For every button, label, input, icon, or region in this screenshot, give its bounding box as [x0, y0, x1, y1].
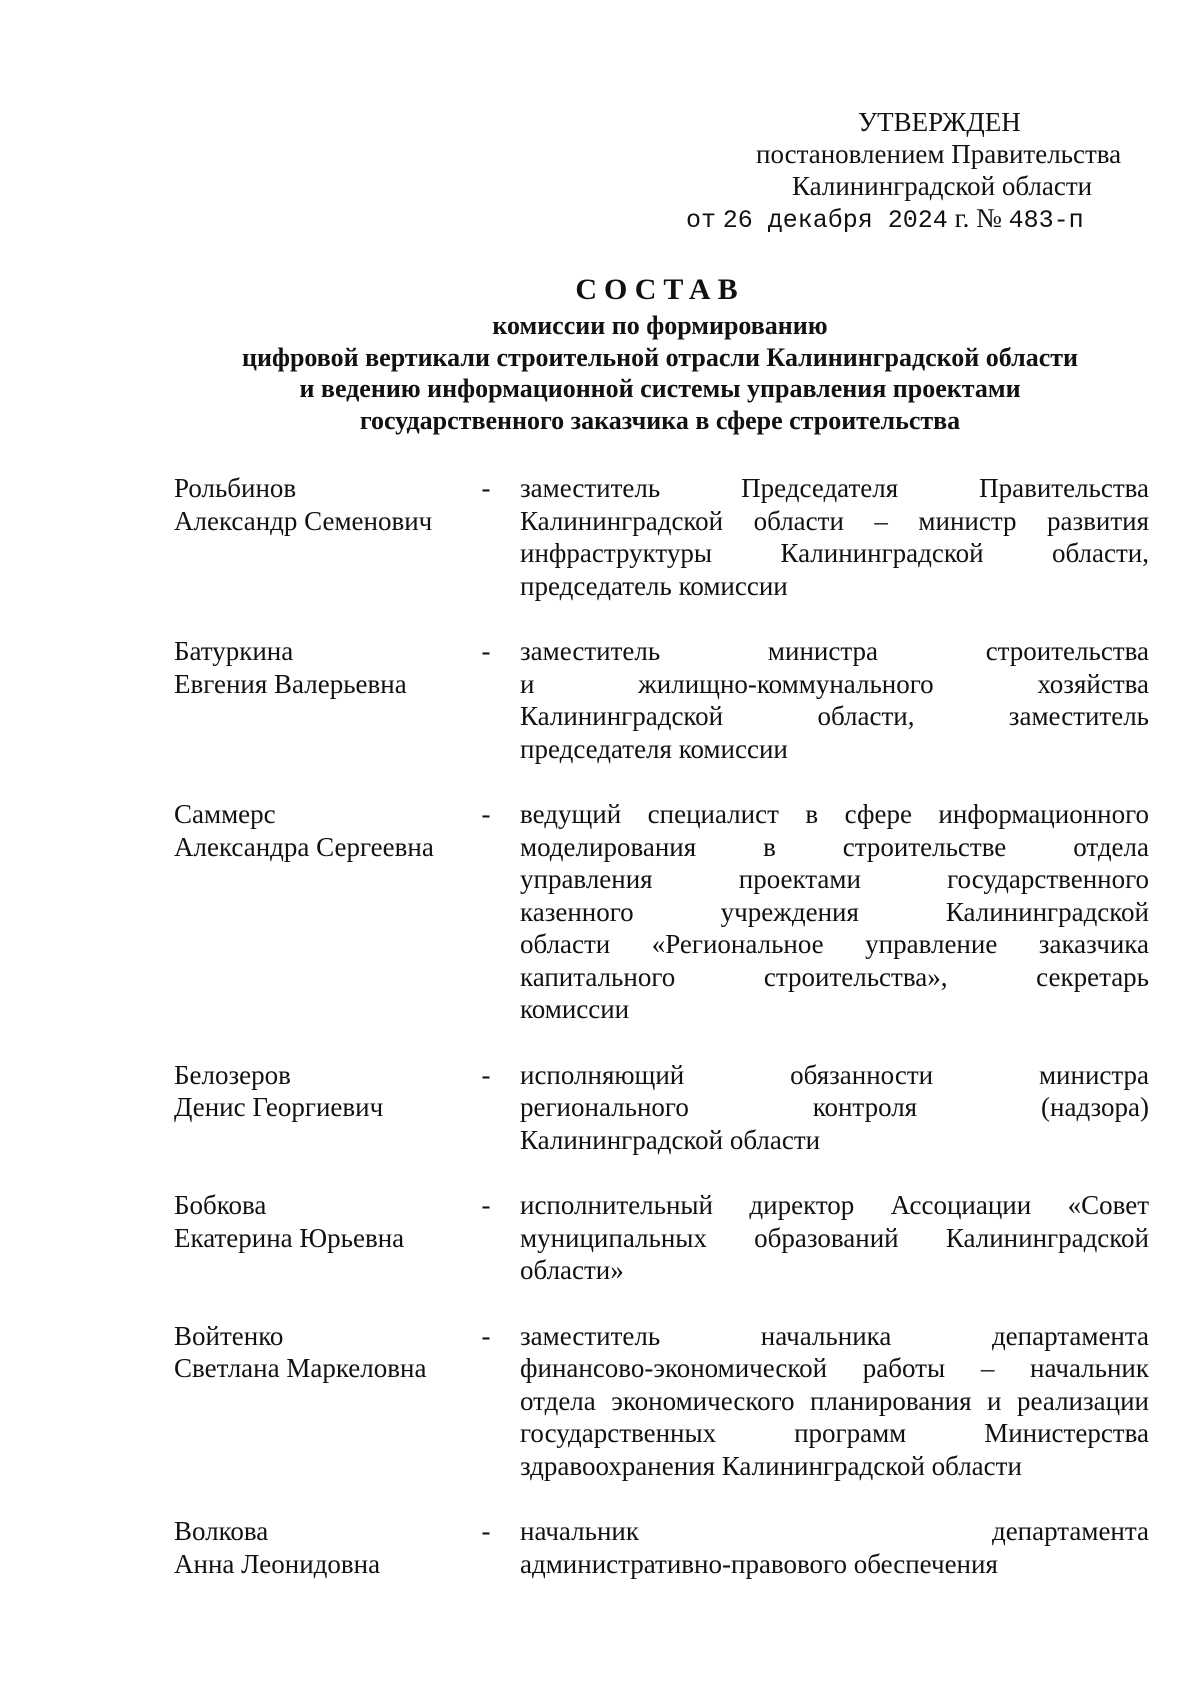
member-surname: Батуркина	[174, 636, 294, 666]
position-line: области «Региональное управление заказчика	[520, 929, 1149, 959]
position-line: Калининградской области	[520, 1124, 821, 1155]
member-position	[520, 1189, 1149, 1287]
title-heading: СОСТАВ	[575, 273, 745, 306]
member-name	[174, 472, 484, 537]
decree-date: 26 декабря 2024	[722, 206, 948, 235]
member-name	[174, 635, 484, 700]
decree-number: 483-п	[1008, 206, 1084, 235]
member-surname: Рольбинов	[174, 473, 297, 503]
position-line: капитального строительства», секретарь	[520, 961, 1149, 992]
member-dash: -	[481, 1190, 491, 1220]
position-line: государственных программ Министерства	[520, 1418, 1149, 1448]
approval-decree: постановлением Правительства	[756, 139, 1122, 169]
member-entry	[174, 1515, 1149, 1580]
member-name	[174, 798, 484, 863]
member-entry	[174, 472, 1149, 602]
member-entry	[174, 1320, 1149, 1483]
member-surname: Белозеров	[174, 1059, 291, 1090]
member-given-names: Светлана Маркеловна	[174, 1353, 427, 1383]
member-dash: -	[481, 473, 491, 503]
member-surname: Саммерс	[174, 799, 276, 829]
position-line: ведущий специалист в сфере информационного	[520, 799, 1149, 829]
title-line: и ведению информационной системы управления проектами	[299, 374, 1021, 403]
position-line: здравоохранения Калининградской области	[520, 1450, 1022, 1481]
title-line: государственного заказчика в сфере строительства	[359, 405, 961, 435]
member-given-names: Екатерина Юрьевна	[174, 1222, 405, 1253]
position-line: председатель комиссии	[520, 570, 788, 601]
member-entry	[174, 798, 1149, 1026]
member-name	[174, 1515, 484, 1580]
position-line: области»	[520, 1255, 624, 1285]
member-dash: -	[481, 1059, 491, 1090]
member-surname: Бобкова	[174, 1190, 267, 1220]
position-line: исполняющий обязанности министра	[520, 1059, 1149, 1090]
position-line: управления проектами государственного	[520, 864, 1149, 894]
position-line: казенного учреждения Калининградской	[520, 896, 1149, 927]
position-line: председателя комиссии	[520, 733, 788, 764]
position-line: заместитель начальника департамента	[520, 1320, 1149, 1351]
member-name	[174, 1059, 484, 1124]
date-suffix: г. №	[954, 203, 1002, 233]
member-surname: Войтенко	[174, 1320, 284, 1351]
member-position	[520, 1059, 1149, 1157]
position-line: заместитель министра строительства	[520, 636, 1149, 666]
approval-date-line	[640, 202, 1148, 237]
title-line: цифровой вертикали строительной отрасли Калининградской области	[242, 342, 1078, 372]
member-entry	[174, 1059, 1149, 1157]
member-given-names: Евгения Валерьевна	[174, 668, 407, 699]
approval-stamp	[640, 106, 1148, 237]
member-position	[520, 635, 1149, 765]
member-name	[174, 1320, 484, 1385]
position-line: комиссии	[520, 994, 630, 1024]
position-line: начальник департамента	[520, 1516, 1149, 1546]
position-line: Калининградской области – министр развития	[520, 505, 1149, 536]
member-dash: -	[481, 1320, 491, 1351]
position-line: исполнительный директор Ассоциации «Совет	[520, 1190, 1149, 1220]
member-given-names: Денис Георгиевич	[174, 1092, 384, 1122]
member-position	[520, 472, 1149, 602]
member-surname: Волкова	[174, 1516, 269, 1546]
document-title	[120, 272, 1200, 436]
date-prefix: от	[686, 206, 717, 235]
position-line: административно-правового обеспечения	[520, 1548, 998, 1579]
position-line: Калининградской области, заместитель	[520, 701, 1149, 731]
member-dash: -	[481, 1516, 491, 1546]
title-line: комиссии по формированию	[492, 311, 828, 340]
approval-status: УТВЕРЖДЕН	[858, 107, 1021, 137]
position-line: моделирования в строительстве отдела	[520, 831, 1149, 862]
member-position	[520, 1320, 1149, 1483]
member-position	[520, 798, 1149, 1026]
member-dash: -	[481, 636, 491, 666]
member-dash: -	[481, 799, 491, 829]
position-line: инфраструктуры Калининградской области,	[520, 538, 1149, 568]
approval-region: Калининградской области	[792, 171, 1093, 201]
position-line: финансово-экономической работы – начальник	[520, 1353, 1149, 1383]
member-position	[520, 1515, 1149, 1580]
members-list	[174, 472, 1149, 1613]
member-name	[174, 1189, 484, 1254]
member-entry	[174, 1189, 1149, 1287]
position-line: отдела экономического планирования и реализации	[520, 1385, 1149, 1416]
position-line: заместитель Председателя Правительства	[520, 473, 1149, 503]
position-line: и жилищно-коммунального хозяйства	[520, 668, 1149, 699]
position-line: муниципальных образований Калининградской	[520, 1222, 1149, 1253]
position-line: регионального контроля (надзора)	[520, 1092, 1149, 1122]
member-given-names: Александр Семенович	[174, 505, 433, 536]
member-given-names: Анна Леонидовна	[174, 1548, 381, 1579]
member-given-names: Александра Сергеевна	[174, 831, 434, 862]
member-entry	[174, 635, 1149, 765]
